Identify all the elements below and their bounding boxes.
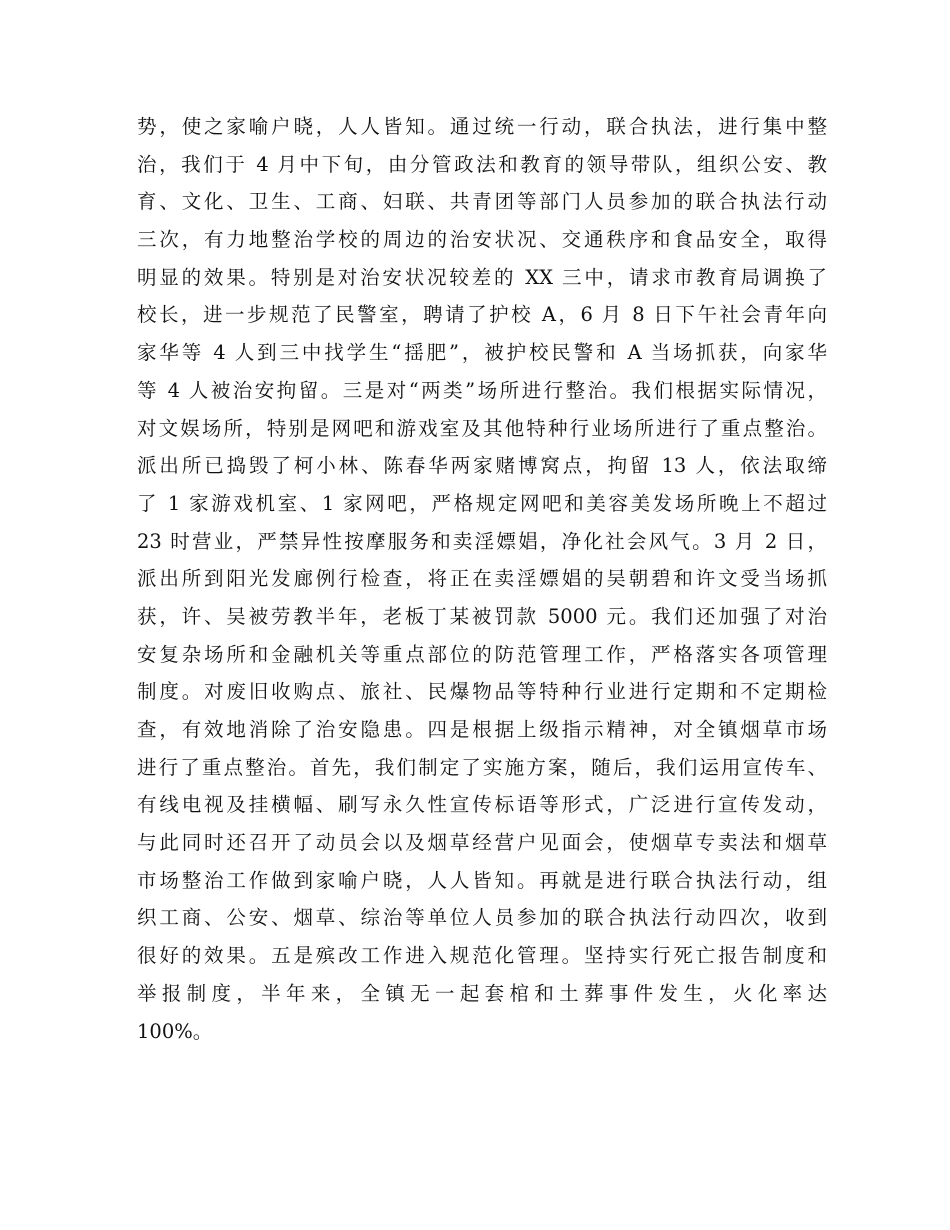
text-line: 派出所到阳光发廊例行检查，将正在卖淫嫖娼的吴朝碧和许文受当场抓 bbox=[137, 567, 827, 591]
text-line: 市场整治工作做到家喻户晓，人人皆知。再就是进行联合执法行动，组 bbox=[137, 868, 827, 892]
text-line: 对文娱场所，特别是网吧和游戏室及其他特种行业场所进行了重点整治。 bbox=[137, 416, 827, 440]
text-line: 23 时营业，严禁异性按摩服务和卖淫嫖娼，净化社会风气。3 月 2 日， bbox=[137, 529, 827, 553]
text-line: 进行了重点整治。首先，我们制定了实施方案，随后，我们运用宣传车、 bbox=[137, 755, 827, 779]
text-line: 势，使之家喻户晓，人人皆知。通过统一行动，联合执法，进行集中整 bbox=[137, 115, 827, 138]
text-line: 校长，进一步规范了民警室，聘请了护校 A，6 月 8 日下午社会青年向 bbox=[137, 303, 827, 327]
text-line-last: 100%。 bbox=[137, 1019, 213, 1043]
text-line: 了 1 家游戏机室、1 家网吧，严格规定网吧和美容美发场所晚上不超过 bbox=[137, 491, 827, 515]
text-line: 举报制度，半年来，全镇无一起套棺和土葬事件发生，火化率达 bbox=[137, 981, 827, 1005]
text-line: 很好的效果。五是殡改工作进入规范化管理。坚持实行死亡报告制度和 bbox=[137, 944, 827, 968]
text-line: 与此同时还召开了动员会以及烟草经营户见面会，使烟草专卖法和烟草 bbox=[137, 831, 827, 855]
text-line: 明显的效果。特别是对治安状况较差的 XX 三中，请求市教育局调换了 bbox=[137, 265, 827, 289]
text-line: 治，我们于 4 月中下旬，由分管政法和教育的领导带队，组织公安、教 bbox=[137, 152, 827, 176]
text-line: 育、文化、卫生、工商、妇联、共青团等部门人员参加的联合执法行动 bbox=[137, 190, 827, 214]
text-line: 派出所已捣毁了柯小林、陈春华两家赌博窝点，拘留 13 人，依法取缔 bbox=[137, 454, 827, 478]
text-line: 三次，有力地整治学校的周边的治安状况、交通秩序和食品安全，取得 bbox=[137, 228, 827, 252]
text-line: 安复杂场所和金融机关等重点部位的防范管理工作，严格落实各项管理 bbox=[137, 642, 827, 666]
text-line: 获，许、吴被劳教半年，老板丁某被罚款 5000 元。我们还加强了对治 bbox=[137, 604, 827, 628]
text-line: 家华等 4 人到三中找学生“揺肥”，被护校民警和 A 当场抓获，向家华 bbox=[137, 341, 827, 365]
body-paragraph bbox=[137, 108, 827, 1050]
text-line: 等 4 人被治安拘留。三是对“两类”场所进行整治。我们根据实际情况， bbox=[137, 378, 827, 402]
text-line: 查，有效地消除了治安隐患。四是根据上级指示精神，对全镇烟草市场 bbox=[137, 718, 827, 741]
text-line: 有线电视及挂横幅、刷写永久性宣传标语等形式，广泛进行宣传发动， bbox=[137, 793, 827, 817]
text-line: 织工商、公安、烟草、综治等单位人员参加的联合执法行动四次，收到 bbox=[137, 906, 827, 930]
text-line: 制度。对废旧收购点、旅社、民爆物品等特种行业进行定期和不定期检 bbox=[137, 680, 827, 704]
